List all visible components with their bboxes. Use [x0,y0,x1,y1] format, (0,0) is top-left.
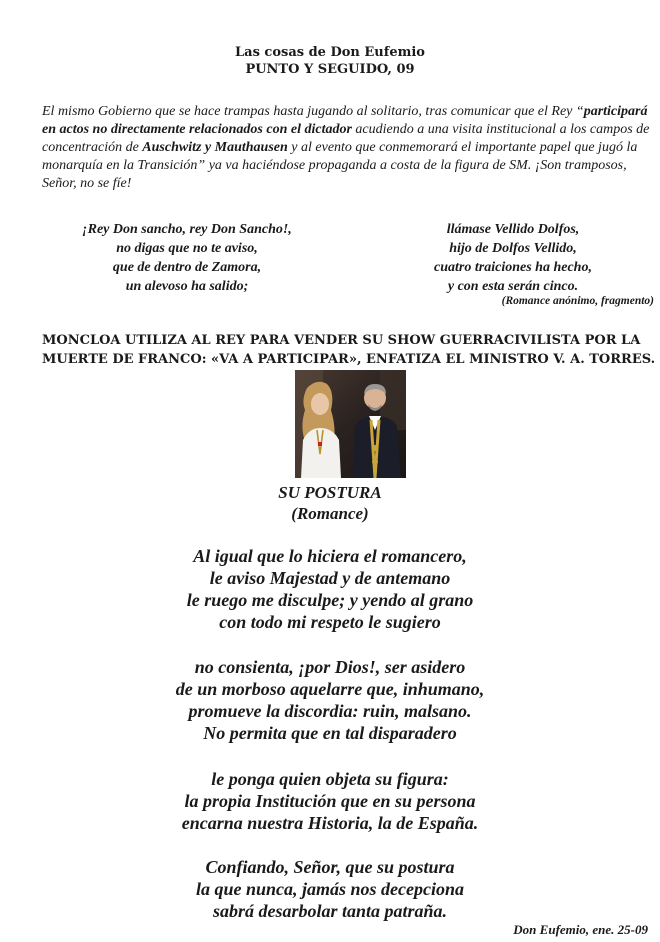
poem-stanza-2 [0,656,660,744]
poem-title-line-2: (Romance) [291,504,369,523]
title-line-2: PUNTO Y SEGUIDO, 09 [245,62,415,77]
intro-text-2: acudiendo a una visita institucional a los campos de concentración de [42,122,650,155]
romance-line: llámase Vellido Dolfos, [446,222,580,237]
romance-attribution: (Romance anónimo, fragmento) [501,295,654,307]
romance-line: no digas que no te aviso, [116,241,258,256]
romance-line: ¡Rey Don sancho, rey Don Sancho!, [82,222,292,237]
intro-bold-2: Auschwitz y Mauthausen [142,140,288,155]
poem-line: promueve la discordia: ruin, malsano. [188,701,472,721]
poem-line: le ponga quien objeta su figura: [211,769,449,789]
romance-line: y con esta serán cinco. [447,279,579,294]
poem-line: Confiando, Señor, que su postura [205,857,455,877]
photo [295,370,406,478]
intro-text-1: El mismo Gobierno que se hace trampas hasta jugando al solitario, tras comunicar que el Rey “ [42,104,584,119]
poem-title-line-1: SU POSTURA [278,483,382,502]
romance-line: que de dentro de Zamora, [112,260,262,275]
intro-paragraph [42,103,654,193]
poem-line: No permita que en tal disparadero [203,723,457,743]
romance-left-stanza [52,220,322,296]
poem-line: no consienta, ¡por Dios!, ser asidero [194,657,466,677]
title-line-1: Las cosas de Don Eufemio [235,45,425,60]
intro-text-3: y al evento que conmemorará el importante papel que jugó la monarquía en la Transición” ya va haciéndose propaganda a costa de la figura de SM. ¡Son tramposos, Señor, no se fíe! [42,140,638,191]
romance-line: cuatro traiciones ha hecho, [434,260,592,275]
poem-stanza-3 [0,768,660,834]
photo-illustration [295,370,406,478]
poem-line: le ruego me disculpe; y yendo al grano [186,590,474,610]
poem-line: con todo mi respeto le sugiero [219,612,441,632]
romance-line: hijo de Dolfos Vellido, [449,241,577,256]
poem-line: le aviso Majestad y de antemano [209,568,451,588]
poem-line: Al igual que lo hiciera el romancero, [193,546,467,566]
news-headline: MONCLOA UTILIZA AL REY PARA VENDER SU SHOW GUERRACIVILISTA POR LA MUERTE DE FRANCO: «VA A PARTICIPAR», ENFATIZA EL MINISTRO V. A. TORRES. [42,333,656,367]
poem-line: encarna nuestra Historia, la de España. [181,813,479,833]
poem-line: la propia Institución que en su persona [184,791,476,811]
poem-line: sabrá desarbolar tanta patraña. [212,901,448,921]
romance-line: un alevoso ha salido; [125,279,249,294]
document-title [0,44,660,78]
romance-right-stanza [388,220,638,296]
intro-bold-1: participará en actos no directamente relacionados con el dictador [42,104,648,137]
poem-line: de un morboso aquelarre que, inhumano, [175,679,485,699]
poem-line: la que nunca, jamás nos decepciona [195,879,464,899]
poem-stanza-4 [0,856,660,922]
poem-stanza-1 [0,545,660,633]
poem-title [0,482,660,524]
signature: Don Eufemio, ene. 25-09 [513,922,648,937]
